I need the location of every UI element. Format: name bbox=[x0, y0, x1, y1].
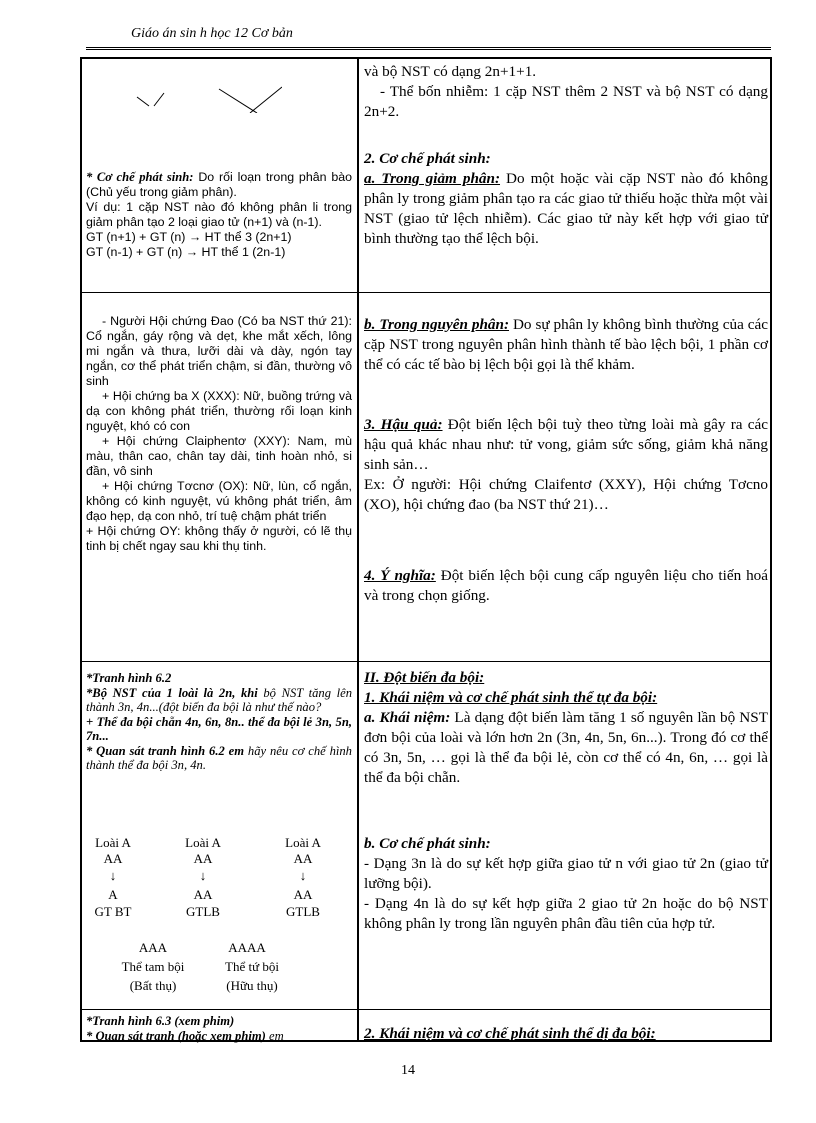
polyploidy-section bbox=[364, 668, 768, 788]
row-divider bbox=[82, 1009, 357, 1010]
equation-1: GT (n+1) + GT (n) → HT thể 3 (2n+1) bbox=[86, 230, 292, 244]
example-human: Ex: Ở người: Hội chứng Claifentơ (XXY), Hội chứng Tơcno (XO), hội chứng đao (ba NST thứ 21)… bbox=[364, 476, 768, 513]
gamete-type: GTLB bbox=[286, 904, 320, 919]
result-genotype: AAA bbox=[138, 940, 168, 955]
lesson-table bbox=[80, 57, 772, 1042]
section-II-1-heading: 1. Khái niệm và cơ chế phát sinh thể tự đa bội: bbox=[364, 689, 658, 706]
parent-genotype: AA bbox=[193, 851, 213, 866]
equation-2: GT (n-1) + GT (n) → HT thể 1 (2n-1) bbox=[86, 245, 286, 259]
mitosis-section bbox=[364, 315, 768, 375]
page-header-title: Giáo án sin h học 12 Cơ bản bbox=[131, 26, 293, 41]
consequence-section bbox=[364, 415, 768, 515]
gamete-type: GT BT bbox=[94, 904, 132, 919]
down-syndrome-text: - Người Hội chứng Đao (Có ba NST thứ 21): Cổ ngắn, gáy rộng và dẹt, khe mắt xếch, lông mi ngắn và thưa, lưỡi dài và dày, ngón tay ngắn, cơ thể phát triển chậm, si đần, thường vô sinh bbox=[86, 314, 352, 388]
question-4-bold: * Quan sát tranh (hoặc xem phim) bbox=[86, 1028, 266, 1043]
question-3-rest: hãy nêu cơ chế hình thành thể đa bội 3n, 4n. bbox=[86, 743, 352, 772]
mechanism-block bbox=[86, 170, 352, 260]
mechanism-text: Do rối loạn trong phân bào (Chủ yếu trong giảm phân). bbox=[86, 170, 353, 199]
polyploid-questions bbox=[86, 671, 352, 773]
question-4-rest: em bbox=[265, 1028, 284, 1043]
tetraploid-fertility: (Hữu thụ) bbox=[226, 978, 278, 993]
question-3-bold: * Quan sát tranh hình 6.2 em bbox=[86, 743, 245, 758]
question-2: + Thể đa bội chẵn 4n, 6n, 8n.. thể đa bội lẻ 3n, 5n, 7n... bbox=[86, 714, 352, 743]
question-1-bold: *Bộ NST của 1 loài là 2n, khi bbox=[86, 685, 258, 700]
section-2-heading: 2. Cơ chế phát sinh: bbox=[364, 150, 491, 167]
figure-6-3-block bbox=[86, 1014, 352, 1043]
parent-genotype: AA bbox=[293, 851, 313, 866]
klinefelter-text: + Hội chứng Claiphentơ (XXY): Nam, mù màu, thân cao, chân tay dài, tinh hoàn nhỏ, si đần, vô sinh bbox=[86, 434, 352, 478]
figure-6-2-label: *Tranh hình 6.2 bbox=[86, 671, 172, 685]
mitosis-text: Do sự phân ly không bình thường của các cặp NST trong nguyên phân hình thành tế bào lệch bội, 1 phần cơ thể có các tế bào bị lệch bội gọi là thể khảm. bbox=[364, 316, 769, 373]
section-II-heading: II. Đột biến đa bội: bbox=[364, 669, 485, 686]
example-text: Ví dụ: 1 cặp NST nào đó không phân li trong giảm phân tạo 2 loại giao tử (n+1) và (n-1). bbox=[86, 200, 352, 229]
concept-label: a. Khái niệm: bbox=[364, 709, 451, 726]
gamete: A bbox=[108, 887, 118, 902]
row-divider bbox=[359, 1009, 770, 1010]
row-divider bbox=[359, 661, 770, 662]
allopolyploid-section bbox=[364, 1024, 768, 1044]
mechanism-4n: - Dạng 4n là do sự kết hợp giữa 2 giao tử 2n hoặc do bộ NST không phân ly trong lần nguyên phân đầu tiên của hợp tử. bbox=[364, 895, 768, 932]
diagram-arrows bbox=[122, 73, 282, 113]
triple-x-text: + Hội chứng ba X (XXX): Nữ, buồng trứng và dạ con không phát triển, thường rối loạn kinh nguyệt, khó có con bbox=[86, 389, 352, 433]
down-arrow-icon: ↓ bbox=[109, 868, 117, 883]
meiosis-text: Do một hoặc vài cặp NST nào đó không phân ly trong giảm phân tạo ra các giao tử thiếu hoặc thừa một vài NST (giao tử lệch nhiễm). Các giao tử này kết hợp với giao tử bình thường tạo thể lệch bội. bbox=[364, 170, 768, 247]
gamete-type: GTLB bbox=[186, 904, 220, 919]
consequence-text: Đột biến lệch bội tuỳ theo từng loài mà gây ra các hậu quả khác nhau như: tử vong, giảm sức sống, giảm khả năng sinh sản… bbox=[364, 416, 769, 473]
aneuploid-types bbox=[364, 62, 768, 122]
down-arrow-icon: ↓ bbox=[299, 868, 307, 883]
right-p2: - Thể bốn nhiễm: 1 cặp NST thêm 2 NST và bộ NST có dạng 2n+2. bbox=[364, 83, 768, 120]
down-arrow-icon: ↓ bbox=[199, 868, 207, 883]
significance-text: Đột biến lệch bội cung cấp nguyên liệu cho tiến hoá và trong chọn giống. bbox=[364, 567, 769, 604]
parent-genotype: AA bbox=[103, 851, 123, 866]
row-divider bbox=[82, 292, 357, 293]
right-p1: và bộ NST có dạng 2n+1+1. bbox=[364, 63, 537, 80]
mitosis-label: b. Trong nguyên phân: bbox=[364, 316, 510, 333]
species-label: Loài A bbox=[95, 835, 131, 850]
page-number: 14 bbox=[401, 1063, 415, 1078]
syndromes-block bbox=[86, 314, 352, 554]
mechanism-label: * Cơ chế phát sinh: bbox=[86, 170, 194, 184]
mechanism-3n: - Dạng 3n là do sự kết hợp giữa giao tử n với giao tử 2n (giao tử lưỡng bội). bbox=[364, 855, 768, 892]
section-II-2-heading: 2. Khái niệm và cơ chế phát sinh thể dị đa bội: bbox=[364, 1025, 656, 1042]
oy-text: + Hội chứng OY: không thấy ở người, có lẽ thụ tinh bị chết ngay sau khi thụ tinh. bbox=[86, 524, 352, 553]
mechanism-b-label: b. Cơ chế phát sinh: bbox=[364, 835, 491, 852]
tetraploid-name: Thể tứ bội bbox=[225, 959, 279, 974]
gamete: AA bbox=[193, 887, 213, 902]
row-divider bbox=[359, 292, 770, 293]
species-label: Loài A bbox=[185, 835, 221, 850]
polyploidy-mechanism bbox=[364, 834, 768, 934]
figure-6-3-label: *Tranh hình 6.3 (xem phim) bbox=[86, 1014, 235, 1028]
consequence-label: 3. Hậu quả: bbox=[364, 416, 443, 433]
triploid-fertility: (Bất thụ) bbox=[129, 978, 177, 993]
mechanism-section bbox=[364, 149, 768, 249]
header-rule bbox=[86, 47, 771, 50]
significance-section bbox=[364, 566, 768, 606]
significance-label: 4. Ý nghĩa: bbox=[364, 567, 436, 584]
triploid-name: Thể tam bội bbox=[121, 959, 185, 974]
turner-text: + Hội chứng Tơcnơ (OX): Nữ, lùn, cổ ngắn, không có kinh nguyệt, vú không phát triển, âm đạo hẹp, dạ con nhỏ, trí tuệ chậm phát triển bbox=[86, 479, 352, 523]
species-label: Loài A bbox=[285, 835, 321, 850]
row-divider bbox=[82, 661, 357, 662]
column-divider bbox=[357, 59, 359, 1040]
meiosis-label: a. Trong giảm phân: bbox=[364, 170, 501, 187]
gamete: AA bbox=[293, 887, 313, 902]
question-1-rest: bộ NST tăng lên thành 3n, 4n...(đột biến đa bội là như thế nào? bbox=[86, 685, 353, 714]
result-genotype: AAAA bbox=[228, 940, 266, 955]
concept-text: Là dạng đột biến làm tăng 1 số nguyên lần bộ NST đơn bội của loài và lớn hơn 2n (3n, 4n, 5n, 6n...). Trong đó cơ thể có 3n, 5n, … gọi là thể đa bội lẻ, còn cơ thể có 4n, 6n, … gọi là thể đa bội chẵn. bbox=[364, 709, 769, 786]
